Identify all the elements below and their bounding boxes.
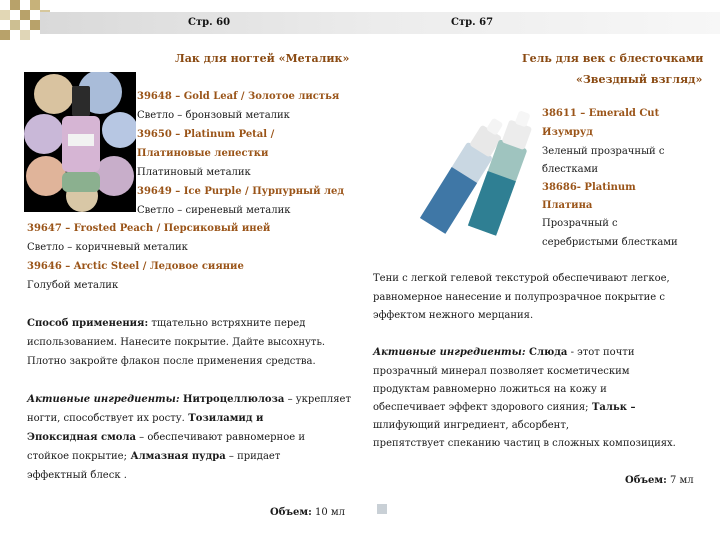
gel-1-name: Изумруд	[542, 127, 593, 138]
right-ing-1-rest: - этот почти	[567, 347, 635, 358]
gel-tubes-image	[420, 104, 532, 254]
right-title-2: «Звездный взгляд»	[576, 73, 703, 86]
usage-text-1: тщательно встряхните перед	[148, 318, 306, 329]
polish-1-desc: Светло – бронзовый металик	[137, 110, 290, 121]
right-ing-line-3: продуктам равномерно ложиться на кожу и	[373, 384, 607, 395]
gel-desc-1: Тени с легкой гелевой текстурой обеспечивают легкое,	[373, 273, 670, 284]
left-ing-4-rest: – придает	[225, 451, 281, 462]
right-ing-4-plain: обеспечивает эффект здорового сияния;	[373, 402, 589, 413]
right-ing-mica: Слюда	[525, 347, 568, 358]
gel-1-desc-2: блестками	[542, 164, 599, 175]
right-ingredients-label: Активные ингредиенты:	[373, 347, 526, 358]
polish-3-desc: Светло – сиреневый металик	[137, 205, 291, 216]
right-volume-value: 7 мл	[666, 475, 694, 486]
left-volume	[270, 503, 345, 522]
right-ing-line-6: препятствует спеканию частиц в сложных композициях.	[373, 438, 676, 449]
polish-2-desc: Платиновый металик	[137, 167, 251, 178]
right-ing-line-4	[373, 398, 635, 417]
polish-3-code: 39649 – Ice Purple / Пурпурный лед	[137, 186, 345, 197]
gel-desc-2: равномерное нанесение и полупрозрачное покрытие с	[373, 292, 665, 303]
gel-2-name: Платина	[542, 200, 593, 211]
usage-label: Способ применения:	[27, 318, 149, 329]
usage-line-3: Плотно закройте флакон после применения средства.	[27, 356, 316, 367]
page-right-label: Стр. 67	[451, 17, 494, 28]
left-ing-line-5: эффектный блеск .	[27, 470, 127, 481]
gel-1-desc-1: Зеленый прозрачный с	[542, 146, 665, 157]
left-ing-line-2	[27, 409, 263, 428]
left-ing-3-rest: – обеспечивают равномерное и	[135, 432, 305, 443]
nail-polish-image	[24, 72, 136, 212]
left-ing-tosyl: Тозиламид и	[184, 413, 264, 424]
left-ing-nitro: Нитроцеллюлоза	[179, 394, 285, 405]
left-ingredients-label: Активные ингредиенты:	[27, 394, 180, 405]
left-volume-value: 10 мл	[311, 507, 346, 518]
left-ing-1-rest: – укрепляет	[284, 394, 352, 405]
right-title-1: Гель для век с блесточками	[522, 52, 704, 65]
gel-desc-3: эффектом нежного мерцания.	[373, 310, 534, 321]
left-ing-line-4	[27, 447, 280, 466]
polish-2-code-cont: Платиновые лепестки	[137, 148, 269, 159]
left-ing-line-1	[27, 390, 351, 409]
polish-5-code: 39646 – Arctic Steel / Ледовое сияние	[27, 261, 244, 272]
polish-4-code: 39647 – Frosted Peach / Персиковый иней	[27, 223, 271, 234]
right-ing-line-1	[373, 343, 635, 362]
right-ing-talc: Тальк –	[588, 402, 636, 413]
left-ing-2-plain: ногти, способствует их росту.	[27, 413, 185, 424]
decorative-square	[377, 504, 387, 514]
left-volume-label: Объем:	[270, 507, 312, 518]
right-volume-label: Объем:	[625, 475, 667, 486]
polish-2-code: 39650 – Platinum Petal /	[137, 129, 275, 140]
header-bar	[40, 12, 720, 34]
gel-1-code: 38611 – Emerald Cut	[542, 108, 660, 119]
left-title: Лак для ногтей «Металик»	[175, 52, 350, 65]
gel-2-desc-1: Прозрачный с	[542, 218, 618, 229]
polish-5-desc: Голубой металик	[27, 280, 119, 291]
gel-2-desc-2: серебристыми блестками	[542, 237, 678, 248]
polish-4-desc: Светло – коричневый металик	[27, 242, 188, 253]
left-ing-4-plain: стойкое покрытие;	[27, 451, 127, 462]
left-ing-diamond: Алмазная пудра	[126, 451, 226, 462]
usage-line-1	[27, 314, 305, 333]
polish-1-code: 39648 – Gold Leaf / Золотое листья	[137, 91, 340, 102]
usage-line-2: использованием. Нанесите покрытие. Дайте высохнуть.	[27, 337, 326, 348]
left-ing-epoxy: Эпоксидная смола	[27, 432, 136, 443]
right-ing-line-2: прозрачный минерал позволяет косметическим	[373, 366, 630, 377]
right-ing-line-5: шлифующий ингредиент, абсорбент,	[373, 420, 570, 431]
right-volume	[625, 471, 694, 490]
gel-2-code: 38686- Platinum	[542, 182, 636, 193]
left-ing-line-3	[27, 428, 305, 447]
page-left-label: Стр. 60	[188, 17, 231, 28]
